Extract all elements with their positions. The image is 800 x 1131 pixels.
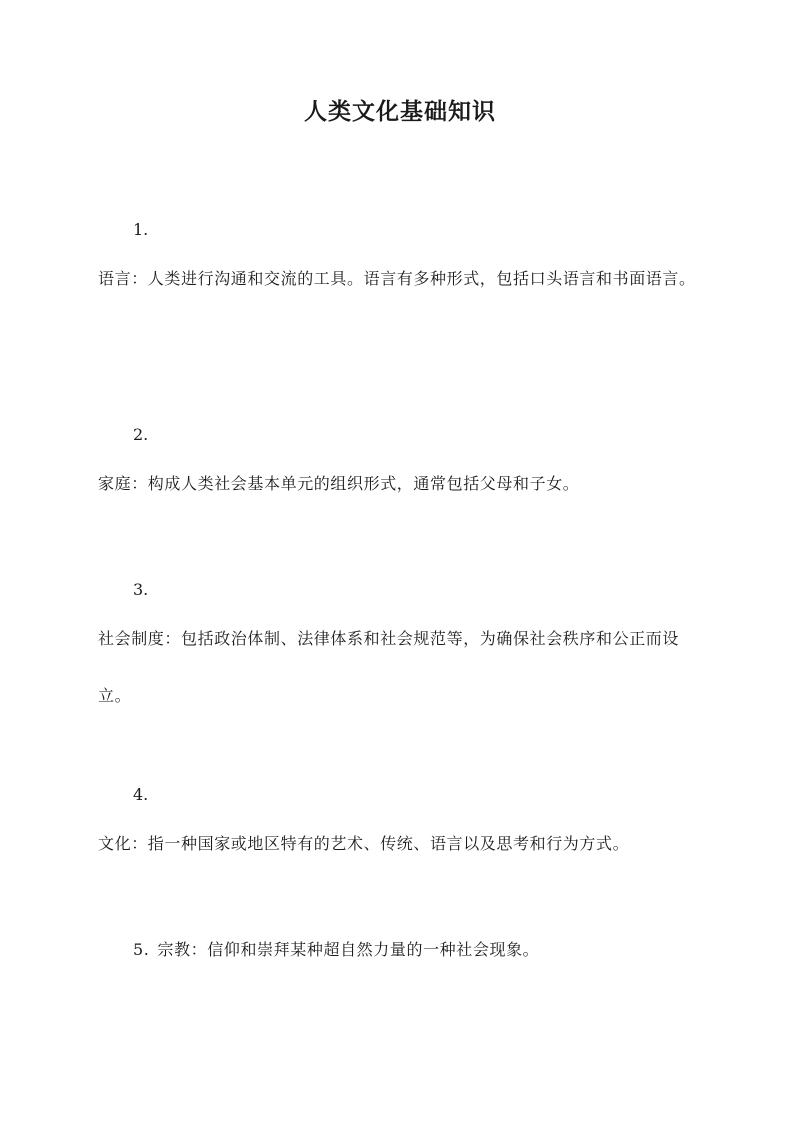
item-3-number: 3. — [133, 580, 149, 599]
item-1-text: 语言：人类进行沟通和交流的工具。语言有多种形式，包括口头语言和书面语言。 — [98, 269, 696, 288]
item-1-number: 1. — [133, 220, 149, 239]
item-3-text: 社会制度：包括政治体制、法律体系和社会规范等，为确保社会秩序和公正而设立。 — [98, 629, 680, 705]
item-2-number: 2. — [133, 425, 149, 444]
item-5 — [133, 939, 539, 961]
item-2-text: 家庭：构成人类社会基本单元的组织形式，通常包括父母和子女。 — [98, 474, 580, 493]
item-4-number: 4. — [133, 785, 149, 804]
item-4-text: 文化：指一种国家或地区特有的艺术、传统、语言以及思考和行为方式。 — [98, 834, 630, 853]
item-5-text: 宗教：信仰和崇拜某种超自然力量的一种社会现象。 — [157, 940, 540, 959]
page-title: 人类文化基础知识 — [304, 98, 496, 125]
item-5-number: 5. — [133, 940, 150, 959]
